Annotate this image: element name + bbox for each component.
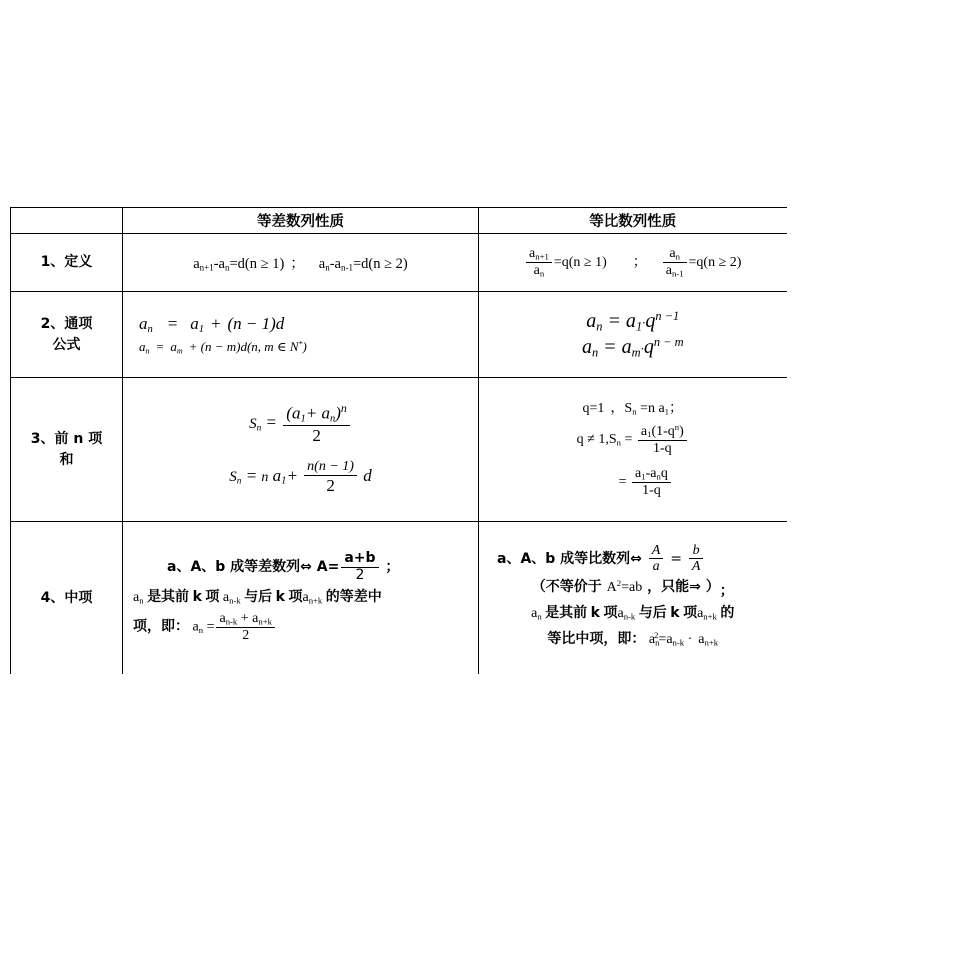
row-label-middle-term — [11, 522, 123, 674]
cell-geometric-middle-term — [479, 522, 787, 674]
table-row — [11, 234, 787, 292]
formula-geometric-middle-3: $a_n$ 是其前 k 项$a_{n-k}$ 与后 k 项$a_{n+k}$ 的 — [531, 604, 735, 622]
cell-arithmetic-middle-term — [123, 522, 479, 674]
row-label-general-term — [11, 292, 123, 378]
formula-arithmetic-middle-3: 项，即： $a_n$ = $\frac{a_{n-k} + a_{n+k}}{2}$ — [133, 611, 478, 644]
formula-arithmetic-sum-2: $S_n = n$ $a_1+$ $\frac{n(n - 1)}{2}$ d — [229, 459, 372, 495]
formula-geometric-definition: $\frac{a_{n+1}}{a_n}$ =q(n ≥ 1) ； $\frac{a_n}{a_{n-1}}$ =q(n ≥ 2) — [524, 255, 741, 270]
header-label-geometric: 等比数列性质 — [589, 214, 677, 230]
formula-arithmetic-definition: $a_{n+1}-a_n=d(n \ge 1)$ ； $a_n-a_{n-1}=d(n \ge 2)$ — [193, 256, 408, 273]
cell-geometric-sum — [479, 378, 787, 522]
cell-arithmetic-definition — [123, 234, 479, 292]
header-label-arithmetic: 等差数列性质 — [257, 214, 344, 230]
table-row — [11, 378, 787, 522]
cell-geometric-general-term — [479, 292, 787, 378]
formula-arithmetic-middle-1: a、A、b 成等差数列⇔ A= $\frac{a+b}{2}$ ； — [167, 550, 400, 584]
header-cell-blank — [11, 208, 123, 234]
formula-arithmetic-general-term-1: $a_n = a_1 + (n - 1)d$ — [139, 313, 285, 335]
row-label-text: 3、前 n 项 — [30, 431, 103, 448]
formula-arithmetic-middle-2: $a_n$ 是其前 k 项 $a_{n-k}$ 与后 k 项$a_{n+k}$ 的等差中 — [133, 588, 382, 606]
formula-geometric-sum-2: $q \ne 1,S_n$ = $\frac{a_1(1-q^n)}{1-q}$ — [479, 420, 787, 460]
cell-arithmetic-sum — [123, 378, 479, 522]
row-label-sum-n-terms — [11, 378, 123, 522]
row-label-text: 4、中项 — [40, 589, 93, 606]
formula-geometric-middle-4: 等比中项，即： $a_n^2=a_{n-k} \cdot a_{n+k}$ — [547, 630, 719, 648]
table-row — [11, 292, 787, 378]
formula-geometric-sum-3: = $\frac{a_1-a_nq}{1-q}$ — [479, 460, 787, 505]
formula-geometric-general-term-1: $a_n = a_1\cdot q^{n -1}$ — [586, 309, 680, 334]
table-row — [11, 522, 787, 674]
formula-arithmetic-general-term-2: $a_n = a_m + (n - m)d(n$, m ∈ N*) — [139, 338, 307, 356]
row-label-text-2: 和 — [59, 451, 74, 468]
cell-geometric-definition — [479, 234, 787, 292]
header-cell-geometric — [479, 208, 787, 234]
table-header-row — [11, 208, 787, 234]
header-cell-arithmetic — [123, 208, 479, 234]
formula-geometric-sum-1: q=1 ，$S_n =n$ $a_1$； — [582, 401, 683, 417]
row-label-text: 2、通项 — [40, 316, 93, 333]
row-label-text: 1、定义 — [40, 254, 93, 271]
formula-geometric-middle-2: （不等价于 $A^2=ab$ ，只能⇒ ）； — [531, 578, 734, 600]
formula-arithmetic-sum-1: $S_n$ = $\frac{(a_1+ a_n)^n}{2}$ — [123, 396, 478, 451]
row-label-text-2: 公式 — [52, 336, 81, 353]
row-label-definition — [11, 234, 123, 292]
cell-arithmetic-general-term — [123, 292, 479, 378]
sequence-properties-table — [10, 207, 787, 674]
formula-geometric-general-term-2: $a_n = a_m\cdot q^{n - m}$ — [581, 334, 684, 359]
formula-geometric-middle-1: a、A、b 成等比数列⇔ $\frac{A}{a}$ = $\frac{b}{A}$ — [479, 543, 787, 575]
